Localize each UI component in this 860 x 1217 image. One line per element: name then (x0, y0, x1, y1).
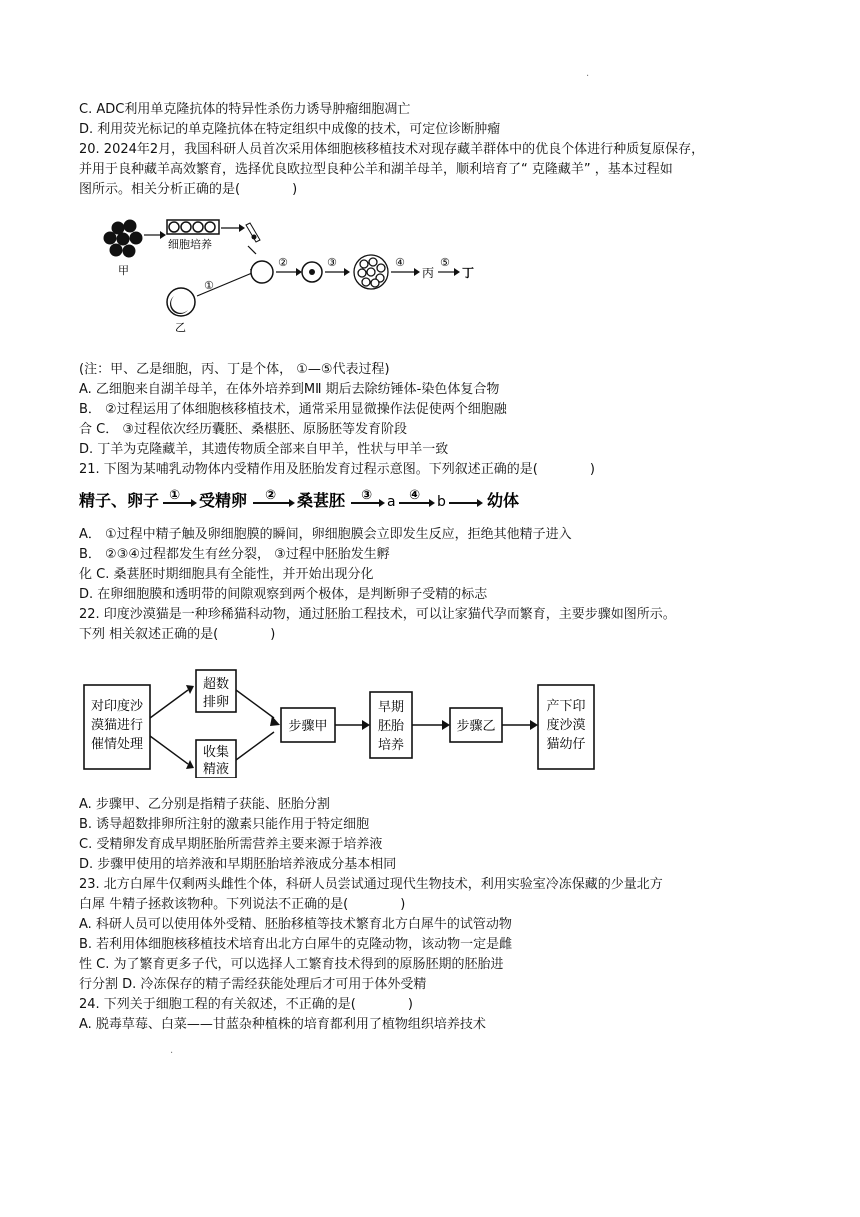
box3-line2: 精液 (202, 762, 230, 777)
option-22b: B. 诱导超数排卵所注射的激素只能作用于特定细胞 (79, 817, 370, 832)
option-24a: A. 脱毒草莓、白菜——甘蓝杂种植株的培育都利用了植物组织培养技术 (79, 1017, 486, 1032)
culture-cells-row (167, 220, 219, 234)
option-21d: D. 在卵细胞膜和透明带的间隙观察到两个极体，是判断卵子受精的标志 (79, 587, 488, 602)
step-2: ② (278, 256, 288, 269)
page-mark: . (586, 68, 590, 79)
option-20b: B． ②过程运用了体细胞核移植技术，通常采用显微操作法促使两个细胞融 (79, 402, 507, 417)
question-21: 21. 下图为某哺乳动物体内受精作用及胚胎发育过程示意图。下列叙述正确的是( ) (79, 462, 595, 477)
box5-line1: 早期 (377, 700, 405, 715)
flow-a: a (387, 494, 396, 510)
box7-line1: 产下印 (546, 699, 586, 714)
flow-step-1: ① (169, 488, 181, 503)
step-5: ⑤ (440, 256, 450, 269)
flow-morula: 桑葚胚 (297, 491, 346, 510)
flow-zygote: 受精卵 (199, 491, 248, 510)
box4-label: 步骤甲 (288, 719, 328, 734)
question-23-line1: 23. 北方白犀牛仅剩两头雌性个体，科研人员尝试通过现代生物技术，利用实验室冷冻保藏的少量北方 (79, 877, 663, 892)
label-bing: 丙 (422, 266, 435, 280)
figure-20-cloning-diagram (96, 210, 476, 340)
step-1: ① (204, 279, 214, 292)
embryo-cluster (354, 255, 388, 289)
question-20-line2: 并用于良种藏羊高效繁育，选择优良欧拉型良种公羊和湖羊母羊，顺利培育了“ 克隆藏羊” ，基本过程如 (79, 162, 673, 177)
option-19c: C. ADC利用单克隆抗体的特异性杀伤力诱导肿瘤细胞凋亡 (79, 102, 411, 117)
option-21c: 化 C. 桑葚胚时期细胞具有全能性，并开始出现分化 (79, 567, 374, 582)
option-20c: 合 C． ③过程依次经历囊胚、桑椹胚、原肠胚等发育阶段 (79, 422, 407, 437)
box7-line3: 猫幼仔 (546, 737, 586, 752)
question-22-line1: 22. 印度沙漠猫是一种珍稀猫科动物，通过胚胎工程技术，可以让家猫代孕而繁育，主要步骤如图所示。 (79, 607, 676, 622)
label-jia: 甲 (118, 264, 129, 277)
flow-start: 精子、卵子 (79, 491, 160, 510)
option-20d: D. 丁羊为克隆藏羊，其遗传物质全部来自甲羊，性状与甲羊一致 (79, 442, 449, 457)
cell-cluster-jia (104, 220, 142, 257)
question-22-line2: 下列 相关叙述正确的是( ) (79, 627, 276, 642)
page-mark: . (170, 1045, 174, 1056)
box7-line2: 度沙漠 (546, 718, 586, 733)
option-23b: B. 若利用体细胞核移植技术培育出北方白犀牛的克隆动物，该动物一定是雌 (79, 937, 513, 952)
box1-line2: 漠猫进行 (90, 718, 144, 733)
box2-line1: 超数 (202, 677, 230, 692)
label-ding: 丁 (462, 266, 475, 280)
question-20-line1: 20. 2024年2月，我国科研人员首次采用体细胞核移植技术对现存藏羊群体中的优良个体进行种质复原保存， (79, 142, 705, 157)
flow-step-3: ③ (361, 488, 373, 503)
option-23a: A. 科研人员可以使用体外受精、胚胎移植等技术繁育北方白犀牛的试管动物 (79, 917, 512, 932)
box2-line2: 排卵 (202, 695, 230, 710)
figure-20-note: (注：甲、乙是细胞，丙、丁是个体， ①—⑤代表过程) (79, 362, 390, 377)
question-20-line3: 图所示。相关分析正确的是( ) (79, 182, 298, 197)
option-22d: D. 步骤甲使用的培养液和早期胚胎培养液成分基本相同 (79, 857, 397, 872)
culture-label: 细胞培养 (168, 238, 212, 251)
option-23d: 行分割 D. 冷冻保存的精子需经获能处理后才可用于体外受精 (79, 977, 427, 992)
question-23-line2: 白犀 牛精子拯救该物种。下列说法不正确的是( ) (79, 897, 406, 912)
box5-line2: 胚胎 (377, 719, 405, 734)
option-20a: A. 乙细胞来自湖羊母羊，在体外培养到MⅡ 期后去除纺锤体-染色体复合物 (79, 382, 500, 397)
option-21a: A． ①过程中精子触及卵细胞膜的瞬间，卵细胞膜会立即发生反应，拒绝其他精子进入 (79, 527, 572, 542)
figure-21-flow (79, 488, 539, 512)
step-4: ④ (395, 256, 405, 269)
flow-step-2: ② (265, 488, 277, 503)
flow-step-4: ④ (409, 488, 421, 503)
step-3: ③ (327, 256, 337, 269)
option-21b: B． ②③④过程都发生有丝分裂， ③过程中胚胎发生孵 (79, 547, 390, 562)
label-yi: 乙 (175, 321, 186, 334)
cell-yi (167, 288, 195, 316)
option-22c: C. 受精卵发育成早期胚胎所需营养主要来源于培养液 (79, 837, 383, 852)
flow-b: b (437, 494, 446, 510)
box1-line3: 催情处理 (90, 737, 144, 752)
box5-line3: 培养 (377, 738, 405, 753)
option-23c: 性 C. 为了繁育更多子代，可以选择人工繁育技术得到的原肠胚期的胚胎进 (79, 957, 504, 972)
option-22a: A. 步骤甲、乙分别是指精子获能、胚胎分割 (79, 797, 330, 812)
question-24: 24. 下列关于细胞工程的有关叙述，不正确的是( ) (79, 997, 413, 1012)
box3-line1: 收集 (202, 745, 230, 760)
option-19d: D. 利用荧光标记的单克隆抗体在特定组织中成像的技术，可定位诊断肿瘤 (79, 122, 501, 137)
figure-22-flowchart (78, 668, 598, 778)
flow-end: 幼体 (487, 491, 520, 510)
box1-line1: 对印度沙 (90, 699, 144, 714)
box6-label: 步骤乙 (456, 719, 496, 734)
